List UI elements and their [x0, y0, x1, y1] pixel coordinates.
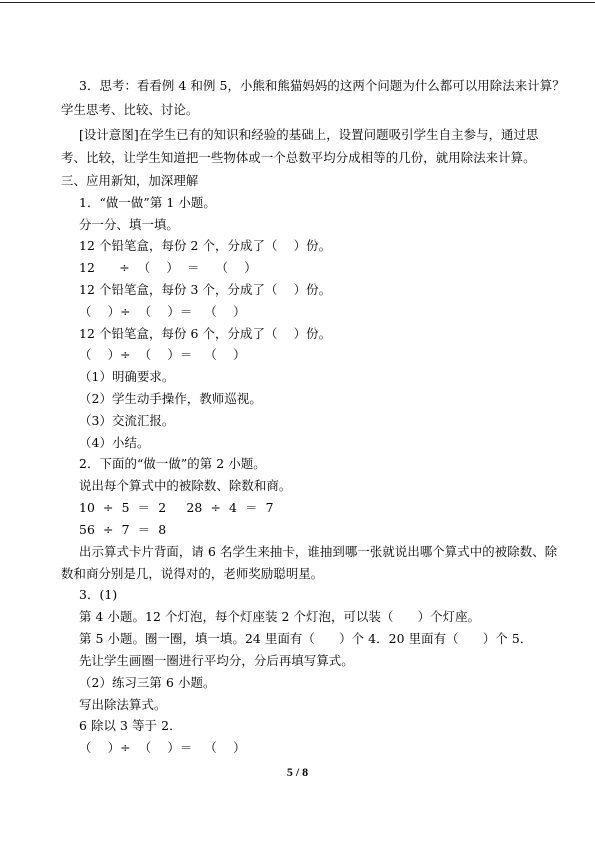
- text-line: （2）学生动手操作，教师巡视。: [79, 391, 262, 406]
- text-line: 出示算式卡片背面，请 6 名学生来抽卡，谁抽到哪一张就说出哪个算式中的被除数、除: [79, 544, 558, 559]
- text-line: 6 除以 3 等于 2．: [79, 718, 182, 733]
- text-line: 分一分、填一填。: [79, 217, 179, 232]
- header-rule: [0, 2, 595, 3]
- text-line: 学生思考、比较、讨论。: [61, 102, 199, 117]
- equation-line: 56 ÷ 7 ＝ 8: [79, 522, 167, 537]
- text-line: 考、比较，让学生知道把一些物体或一个总数平均分成相等的几份，就用除法来计算。: [61, 150, 536, 165]
- text-line: 12 个铅笔盒，每份 2 个，分成了（ ）份。: [79, 238, 332, 253]
- text-line: 12 个铅笔盒，每份 3 个，分成了（ ）份。: [79, 282, 332, 297]
- equation-line: （ ）÷ （ ）＝ （ ）: [79, 304, 246, 319]
- text-line: 先让学生画圈一圈进行平均分，分后再填写算式。: [79, 653, 354, 668]
- text-line: 说出每个算式中的被除数、除数和商。: [79, 478, 292, 493]
- text-line: 2．下面的“做一做”的第 2 小题。: [79, 456, 266, 471]
- text-line: 3．思考：看看例 4 和例 5，小熊和熊猫妈妈的这两个问题为什么都可以用除法来计算？: [79, 78, 565, 93]
- equation-line: （ ）÷ （ ）＝ （ ）: [79, 347, 246, 362]
- equation-line: 10 ÷ 5 ＝ 2 28 ÷ 4 ＝ 7: [79, 500, 274, 515]
- text-line: 1．“做一做”第 1 小题。: [79, 195, 216, 210]
- section-heading: 三、应用新知，加深理解: [61, 173, 199, 188]
- text-line: 数和商分别是几，说得对的，老师奖励聪明星。: [61, 566, 324, 581]
- page-number: 5 / 8: [286, 765, 309, 779]
- text-line: 12 个铅笔盒，每份 6 个，分成了（ ）份。: [79, 326, 332, 341]
- text-line: （4）小结。: [79, 435, 150, 450]
- text-line: 第 4 小题。12 个灯泡，每个灯座装 2 个灯泡，可以装（ ）个灯座。: [79, 609, 481, 624]
- text-line: 写出除法算式。: [79, 697, 167, 712]
- text-line: （2）练习三第 6 小题。: [79, 675, 216, 690]
- text-line: [设计意图]在学生已有的知识和经验的基础上，设置问题吸引学生自主参与，通过思: [79, 127, 539, 142]
- equation-line: （ ）÷ （ ）＝ （ ）: [79, 740, 246, 755]
- equation-line: 12 ÷ （ ） ＝ （ ）: [79, 260, 257, 275]
- text-line: 3．(1): [79, 587, 118, 602]
- text-line: 第 5 小题。圈一圈，填一填。24 里面有（ ）个 4．20 里面有（ ）个 5．: [79, 631, 533, 646]
- text-line: （3）交流汇报。: [79, 413, 175, 428]
- text-line: （1）明确要求。: [79, 369, 175, 384]
